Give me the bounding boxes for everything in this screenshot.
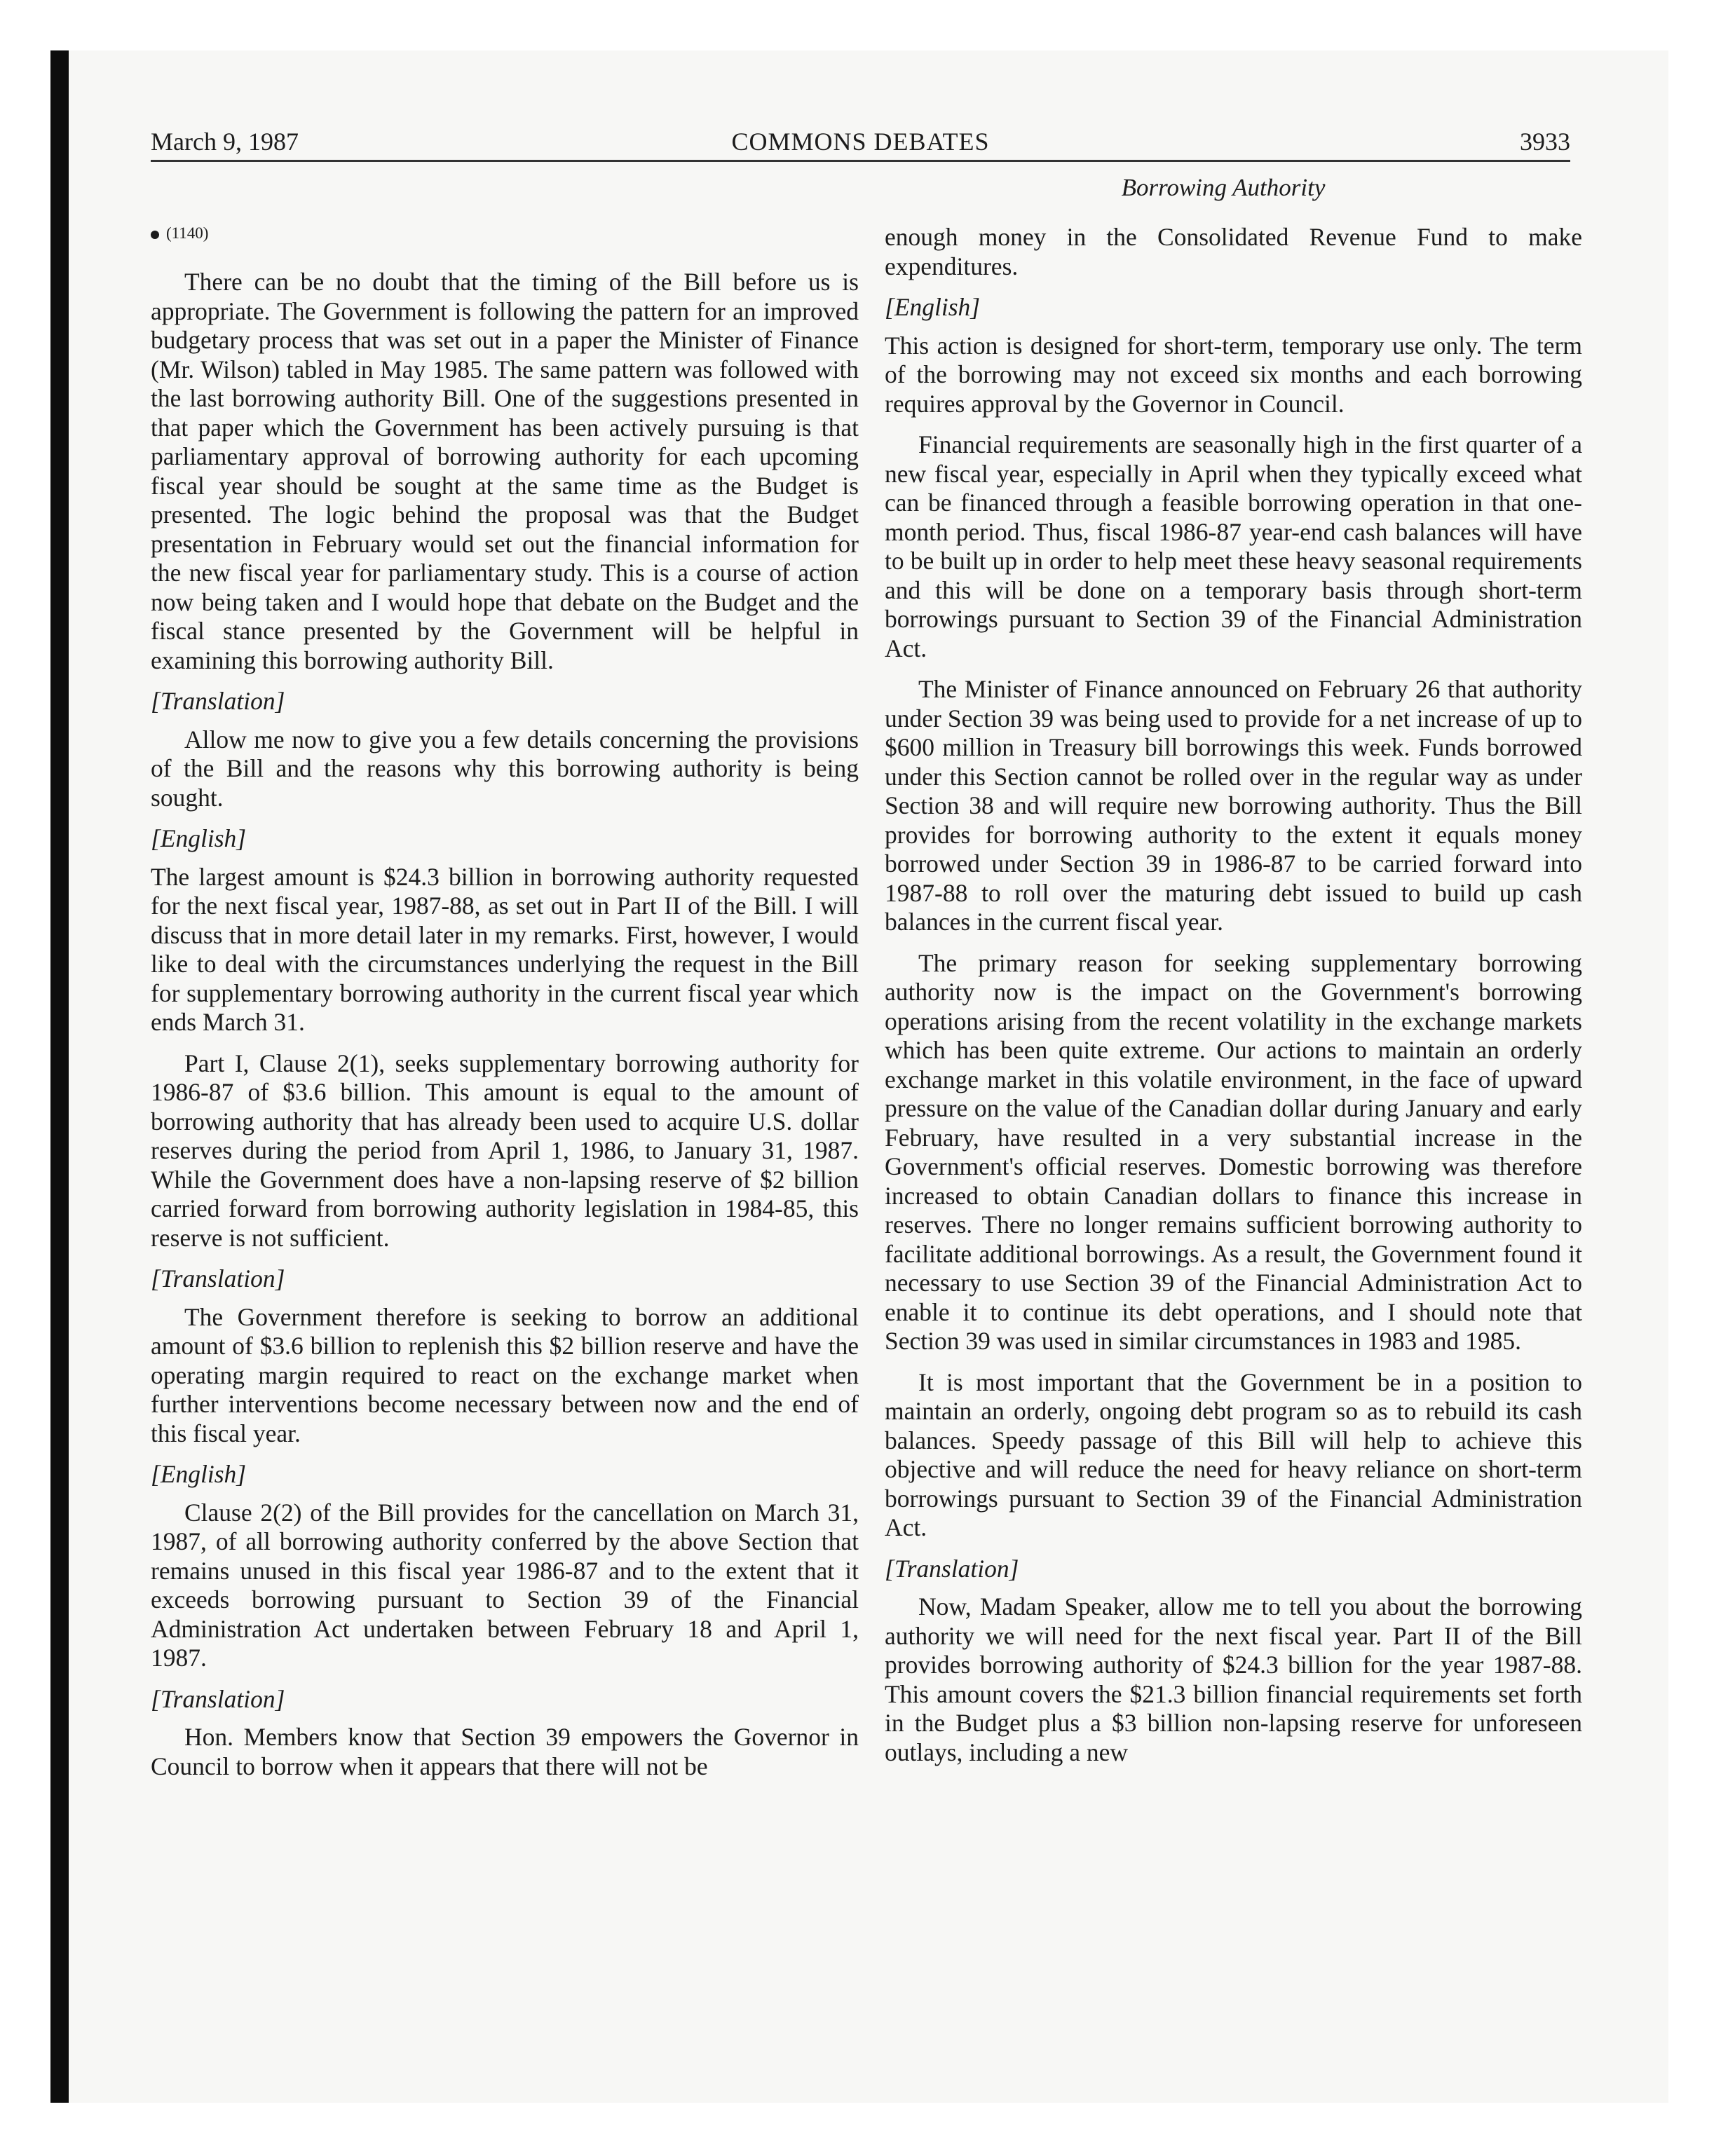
- time-marker: [151, 223, 859, 244]
- paragraph: The Government therefore is seeking to borrow an additional amount of $3.6 billion to replenish this $2 billion reserve and have the operating margin required to react on the exchange market when further interventions become necessary between now and the end of this fiscal year.: [151, 1302, 859, 1447]
- bullet-icon: [151, 231, 159, 239]
- paragraph: Now, Madam Speaker, allow me to tell you about the borrowing authority we will need for the next fiscal year. Part II of the Bill provides borrowing authority of $24.3 billion for the year 1987-88. This amount covers the $21.3 billion financial requirements set forth in the Budget plus a $3 billion non-lapsing reserve for unforeseen outlays, including a new: [885, 1592, 1582, 1766]
- running-header: [151, 123, 1570, 162]
- language-tag: [English]: [151, 1460, 247, 1488]
- time-marker-text: (1140): [166, 224, 209, 242]
- paragraph: This action is designed for short-term, temporary use only. The term of the borrowing may not exceed six months and each borrowing requires approval by the Governor in Council.: [885, 331, 1582, 418]
- paragraph: It is most important that the Government be in a position to maintain an orderly, ongoing debt program so as to rebuild its cash balances. Speedy passage of this Bill will help to achieve this objective and will reduce the need for heavy reliance on short-term borrowings pursuant to Section 39 of the Financial Administration Act.: [885, 1367, 1582, 1541]
- language-tag: [English]: [885, 293, 981, 321]
- header-date: March 9, 1987: [151, 128, 299, 156]
- paragraph: Clause 2(2) of the Bill provides for the cancellation on March 31, 1987, of all borrowing authority conferred by the above Section that remains unused in this fiscal year 1986-87 and to the extent that it exceeds borrowing pursuant to Section 39 of the Financial Administration Act undertaken between February 18 and April 1, 1987.: [151, 1498, 859, 1672]
- language-tag: [Translation]: [151, 1264, 285, 1292]
- paragraph: The primary reason for seeking supplementary borrowing authority now is the impact on the Government's borrowing operations arising from the recent volatility in the exchange markets which has been quite extreme. Our actions to maintain an orderly exchange market in this volatile environment, in the face of upward pressure on the value of the Canadian dollar during January and early February, have resulted in a very substantial increase in the Government's official reserves. Domestic borrowing was therefore increased to obtain Canadian dollars to finance this increase in reserves. There no longer remains sufficient borrowing authority to facilitate additional borrowings. As a result, the Government found it necessary to use Section 39 of the Financial Administration Act to enable it to continue its debt operations, and I should note that Section 39 was used in similar circumstances in 1983 and 1985.: [885, 948, 1582, 1355]
- header-page-number: 3933: [1520, 128, 1570, 156]
- paragraph: Allow me now to give you a few details concerning the provisions of the Bill and the reasons why this borrowing authority is being sought.: [151, 725, 859, 812]
- section-subheading: Borrowing Authority: [1121, 174, 1326, 201]
- paragraph: The Minister of Finance announced on February 26 that authority under Section 39 was being used to provide for a net increase of up to $600 million in Treasury bill borrowings this week. Funds borrowed under this Section cannot be rolled over in the regular way as under Section 38 and will require new borrowing authority. Thus the Bill provides for borrowing authority to the extent it equals money borrowed under Section 39 in 1986-87 to be carried forward into 1987-88 to roll over the maturing debt issued to build up cash balances in the current fiscal year.: [885, 675, 1582, 936]
- paragraph: enough money in the Consolidated Revenue Fund to make expenditures.: [885, 223, 1582, 280]
- language-tag: [Translation]: [151, 1684, 285, 1713]
- left-column: [151, 223, 859, 1793]
- language-tag: [Translation]: [885, 1554, 1019, 1583]
- paragraph: Part I, Clause 2(1), seeks supplementary borrowing authority for 1986-87 of $3.6 billion. This amount is equal to the amount of borrowing authority that has already been used to acquire U.S. dollar reserves during the period from April 1, 1986, to January 31, 1987. While the Government does have a non-lapsing reserve of $2 billion carried forward from borrowing authority legislation in 1984-85, this reserve is not sufficient.: [151, 1049, 859, 1252]
- scan-edge-shadow: [50, 50, 69, 2103]
- paragraph: There can be no doubt that the timing of the Bill before us is appropriate. The Government is following the pattern for an improved budgetary process that was set out in a paper the Minister of Finance (Mr. Wilson) tabled in May 1985. The same pattern was followed with the last borrowing authority Bill. One of the suggestions presented in that paper which the Government has been actively pursuing is that parliamentary approval of borrowing authority for each upcoming fiscal year should be sought at the same time as the Budget is presented. The logic behind the proposal was that the Budget presentation in February would set out the financial information for the new fiscal year for parliamentary study. This is a course of action now being taken and I would hope that debate on the Budget and the fiscal stance presented by the Government will be helpful in examining this borrowing authority Bill.: [151, 268, 859, 674]
- right-column: [885, 223, 1582, 1779]
- language-tag: [Translation]: [151, 687, 285, 715]
- paragraph: Hon. Members know that Section 39 empowers the Governor in Council to borrow when it appears that there will not be: [151, 1723, 859, 1780]
- language-tag: [English]: [151, 824, 247, 852]
- header-publication: COMMONS DEBATES: [731, 128, 990, 156]
- paragraph: The largest amount is $24.3 billion in borrowing authority requested for the next fiscal year, 1987-88, as set out in Part II of the Bill. I will discuss that in more detail later in my remarks. First, however, I would like to deal with the circumstances underlying the request in the Bill for supplementary borrowing authority in the current fiscal year which ends March 31.: [151, 862, 859, 1036]
- paragraph: Financial requirements are seasonally high in the first quarter of a new fiscal year, especially in April when they typically exceed what can be financed through a feasible borrowing operation in that one-month period. Thus, fiscal 1986-87 year-end cash balances will have to be built up in order to help meet these heavy seasonal requirements and this will be done on a temporary basis through short-term borrowings pursuant to Section 39 of the Financial Administration Act.: [885, 430, 1582, 662]
